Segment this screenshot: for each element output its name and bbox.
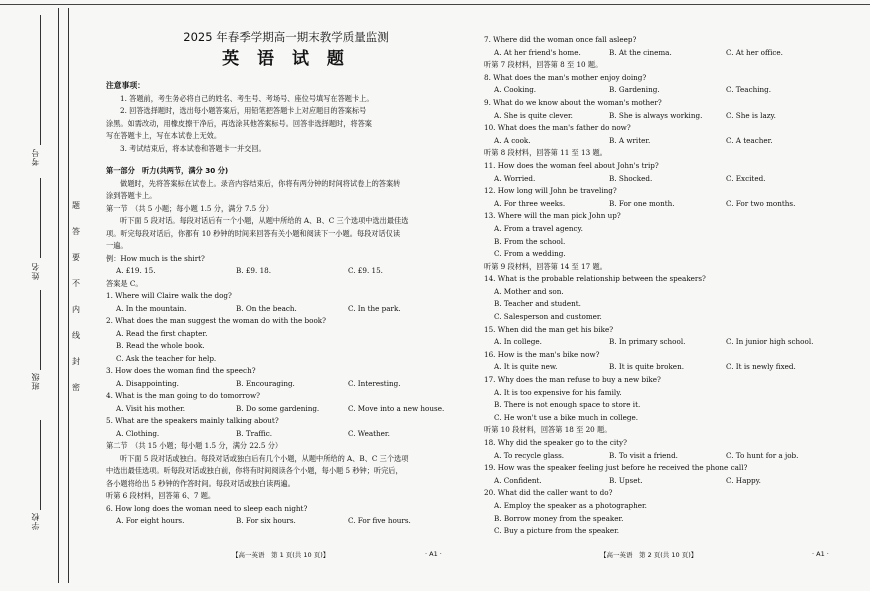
option: B. Shocked.	[609, 173, 653, 183]
options	[484, 47, 844, 60]
option: A. To recycle glass.	[494, 450, 565, 460]
option: A. Employ the speaker as a photographer.	[494, 500, 647, 510]
option: C. Teaching.	[726, 85, 772, 95]
option: B. From the school.	[494, 236, 566, 246]
option: B. In primary school.	[609, 337, 686, 347]
exam-title: 2025 年春季学期高一期末教学质量监测	[183, 30, 389, 44]
option: B. £9. 18.	[236, 266, 271, 275]
options	[106, 515, 466, 528]
options	[106, 428, 466, 441]
option: A. Worried.	[494, 173, 536, 183]
question: 3. How does the woman find the speech?	[106, 366, 256, 375]
notice-line: 写在答题卡上，写在本试卷上无效。	[106, 131, 222, 140]
options	[484, 336, 844, 349]
seal-char: 密	[72, 383, 80, 392]
option: A. £19. 15.	[116, 266, 156, 275]
question: 6. How long does the woman need to sleep each night?	[106, 503, 308, 513]
material-heading: 听第 7 段材料，回答第 8 至 10 题。	[484, 60, 603, 70]
page-code: · A1 ·	[812, 550, 829, 558]
options	[484, 450, 844, 463]
name-field	[40, 178, 41, 258]
option: A. Cooking.	[494, 85, 537, 95]
option: B. There is not enough space to store it.	[494, 400, 641, 410]
option: C. For two months.	[726, 198, 796, 208]
section-heading: 第一节 （共 5 小题；每小题 1.5 分，满分 7.5 分）	[106, 203, 273, 213]
option: A. Mother and son.	[494, 286, 564, 296]
options	[484, 110, 844, 123]
options	[484, 361, 844, 374]
option: A. Read the first chapter.	[116, 328, 208, 338]
material-heading: 听第 9 段材料，回答第 14 至 17 题。	[484, 261, 607, 271]
instruction-line: 听下面 5 段对话或独白。每段对话或独白后有几个小题，从题中所给的 A、B、C 三个选项	[120, 453, 409, 463]
question: 5. What are the speakers mainly talking about?	[106, 416, 279, 425]
option: B. She is always working.	[609, 110, 703, 120]
subject-title: 英 语 试 题	[222, 49, 350, 69]
material-heading: 听第 8 段材料，回答第 11 至 13 题。	[484, 148, 607, 158]
option: C. It is newly fixed.	[726, 362, 796, 372]
option: B. Gardening.	[609, 85, 660, 95]
options	[484, 84, 844, 97]
option: B. Do some gardening.	[236, 403, 320, 413]
option: B. A writer.	[609, 135, 651, 145]
exam-no-field	[40, 15, 41, 145]
question: 1. Where will Claire walk the dog?	[106, 291, 232, 300]
instruction-line: 一遍。	[106, 241, 128, 250]
seal-char: 答	[72, 227, 80, 236]
option: B. Teacher and student.	[494, 299, 581, 309]
seal-char: 内	[72, 305, 80, 314]
question: 19. How was the speaker feeling just before he received the phone call?	[484, 463, 748, 473]
question: 11. How does the woman feel about John's trip?	[484, 160, 659, 170]
options	[484, 173, 844, 186]
option: C. Weather.	[348, 428, 390, 438]
question: 2. What does the man suggest the woman do with the book?	[106, 316, 327, 325]
question: 10. What does the man's father do now?	[484, 123, 631, 133]
class-field	[40, 290, 41, 370]
option: C. Buy a picture from the speaker.	[494, 526, 620, 536]
page-code: · A1 ·	[425, 550, 442, 558]
class-label: 班级	[31, 372, 40, 390]
options	[484, 135, 844, 148]
gutter-line	[58, 8, 59, 583]
option: C. Interesting.	[348, 378, 401, 388]
option: A. For eight hours.	[116, 516, 185, 525]
instruction-line: 涂到答题卡上。	[106, 191, 157, 200]
option: A. In the mountain.	[116, 303, 187, 313]
options	[106, 403, 466, 416]
seal-char: 封	[72, 357, 80, 366]
option: A. In college.	[494, 337, 542, 347]
option: C. Salesperson and customer.	[494, 312, 602, 322]
option: C. £9. 15.	[348, 266, 383, 275]
instruction-line: 各小题将给出 5 秒钟的作答时间。每段对话或独白读两遍。	[106, 478, 295, 488]
option: C. She is lazy.	[726, 110, 776, 120]
name-label: 姓名	[31, 262, 40, 280]
option: C. A teacher.	[726, 135, 773, 145]
instruction-line: 中选出最佳选项。听每段对话或独白前，你将有时间阅读各个小题，每小题 5 秒钟；听完后，	[106, 466, 403, 475]
example-answer: 答案是 C。	[106, 278, 143, 288]
gutter-line	[68, 8, 69, 583]
options	[484, 198, 844, 211]
option: B. It is quite broken.	[609, 362, 684, 372]
seal-char: 题	[72, 201, 80, 210]
option: C. For five hours.	[348, 516, 411, 525]
option: A. Clothing.	[116, 428, 160, 438]
option: B. At the cinema.	[609, 47, 672, 57]
example-options	[106, 265, 466, 278]
option: B. Traffic.	[236, 428, 273, 438]
instruction-line: 做题时，先将答案标在试卷上。录音内容结束后，你将有两分钟的时间将试卷上的答案转	[120, 178, 401, 188]
option: A. Visit his mother.	[116, 403, 186, 413]
question: 12. How long will John be traveling?	[484, 186, 617, 196]
page-1-column	[106, 8, 466, 528]
option: C. In the park.	[348, 303, 401, 313]
option: A. She is quite clever.	[494, 110, 573, 120]
seal-char: 线	[72, 331, 80, 340]
option: B. Encouraging.	[236, 378, 295, 388]
option: C. Happy.	[726, 475, 761, 485]
top-rule	[0, 4, 870, 5]
option: A. A cook.	[494, 135, 531, 145]
option: B. On the beach.	[236, 303, 297, 313]
option: B. Borrow money from the speaker.	[494, 513, 624, 523]
question: 14. What is the probable relationship between the speakers?	[484, 274, 706, 284]
instruction-line: 项。听完每段对话后，你都有 10 秒钟的时间来回答有关小题和阅读下一小题。每段对话仅读	[106, 228, 401, 238]
question: 15. When did the man get his bike?	[484, 324, 614, 334]
question: 18. Why did the speaker go to the city?	[484, 438, 627, 447]
question: 8. What does the man's mother enjoy doing?	[484, 72, 647, 82]
option: A. For three weeks.	[494, 198, 566, 208]
options	[484, 475, 844, 488]
option: C. To hunt for a job.	[726, 450, 799, 460]
option: C. At her office.	[726, 47, 783, 57]
question: 7. Where did the woman once fall asleep?	[484, 35, 637, 44]
notice-line: 2. 回答选择题时，选出每小题答案后，用铅笔把答题卡上对应题目的答案标号	[120, 106, 367, 115]
notice-line: 1. 答题前，考生务必将自己的姓名、考生号、考场号、座位号填写在答题卡上。	[120, 93, 374, 103]
option: A. Confident.	[494, 475, 542, 485]
question: 4. What is the man going to do tomorrow?	[106, 391, 260, 400]
option: C. Ask the teacher for help.	[116, 353, 217, 363]
page-footer: 【高一英语 第 2 页(共 10 页)】	[600, 551, 698, 559]
question: 9. What do we know about the woman's mother?	[484, 97, 662, 107]
notice-line: 涂黑。如需改动，用橡皮擦干净后，再选涂其他答案标号。回答非选择题时，将答案	[106, 118, 372, 128]
option: A. Disappointing.	[116, 378, 179, 388]
options	[106, 378, 466, 391]
part-heading: 第一部分 听力(共两节，满分 30 分)	[106, 166, 229, 175]
option: B. Read the whole book.	[116, 341, 205, 350]
school-label: 学校	[31, 512, 40, 530]
material-heading: 听第 10 段材料，回答第 18 至 20 题。	[484, 425, 612, 435]
page-footer: 【高一英语 第 1 页(共 10 页)】	[232, 551, 330, 559]
question: 16. How is the man's bike now?	[484, 349, 600, 359]
example-question: 例：How much is the shirt?	[106, 253, 205, 263]
option: B. For six hours.	[236, 516, 296, 525]
section-heading: 第二节 （共 15 小题；每小题 1.5 分，满分 22.5 分）	[106, 441, 283, 450]
option: C. In junior high school.	[726, 337, 814, 347]
option: A. From a travel agency.	[494, 223, 583, 233]
option: B. Upset.	[609, 475, 643, 485]
exam-no-label: 考号	[31, 148, 40, 166]
options	[106, 303, 466, 316]
seal-char: 不	[72, 279, 80, 288]
option: B. To visit a friend.	[609, 450, 678, 460]
seal-char: 要	[72, 253, 80, 262]
instruction-line: 听下面 5 段对话。每段对话后有一个小题，从题中所给的 A、B、C 三个选项中选出最佳选	[120, 216, 409, 225]
option: C. Excited.	[726, 173, 766, 183]
notice-line: 3. 考试结束后，将本试卷和答题卡一并交回。	[120, 143, 266, 153]
option: A. It is quite new.	[494, 362, 558, 372]
question: 17. Why does the man refuse to buy a new bike?	[484, 375, 661, 385]
question: 20. What did the caller want to do?	[484, 488, 613, 498]
option: C. He won't use a bike much in college.	[494, 412, 639, 422]
option: B. For one month.	[609, 198, 675, 208]
page-2-column	[484, 34, 844, 538]
option: C. From a wedding.	[494, 249, 566, 259]
material-heading: 听第 6 段材料，回答第 6、7 题。	[106, 491, 216, 500]
school-field	[40, 420, 41, 510]
option: C. Move into a new house.	[348, 403, 445, 413]
question: 13. Where will the man pick John up?	[484, 211, 621, 221]
option: A. It is too expensive for his family.	[494, 387, 622, 397]
binding-gutter	[0, 0, 88, 591]
notice-heading: 注意事项：	[106, 81, 145, 90]
option: A. At her friend's home.	[494, 47, 581, 57]
